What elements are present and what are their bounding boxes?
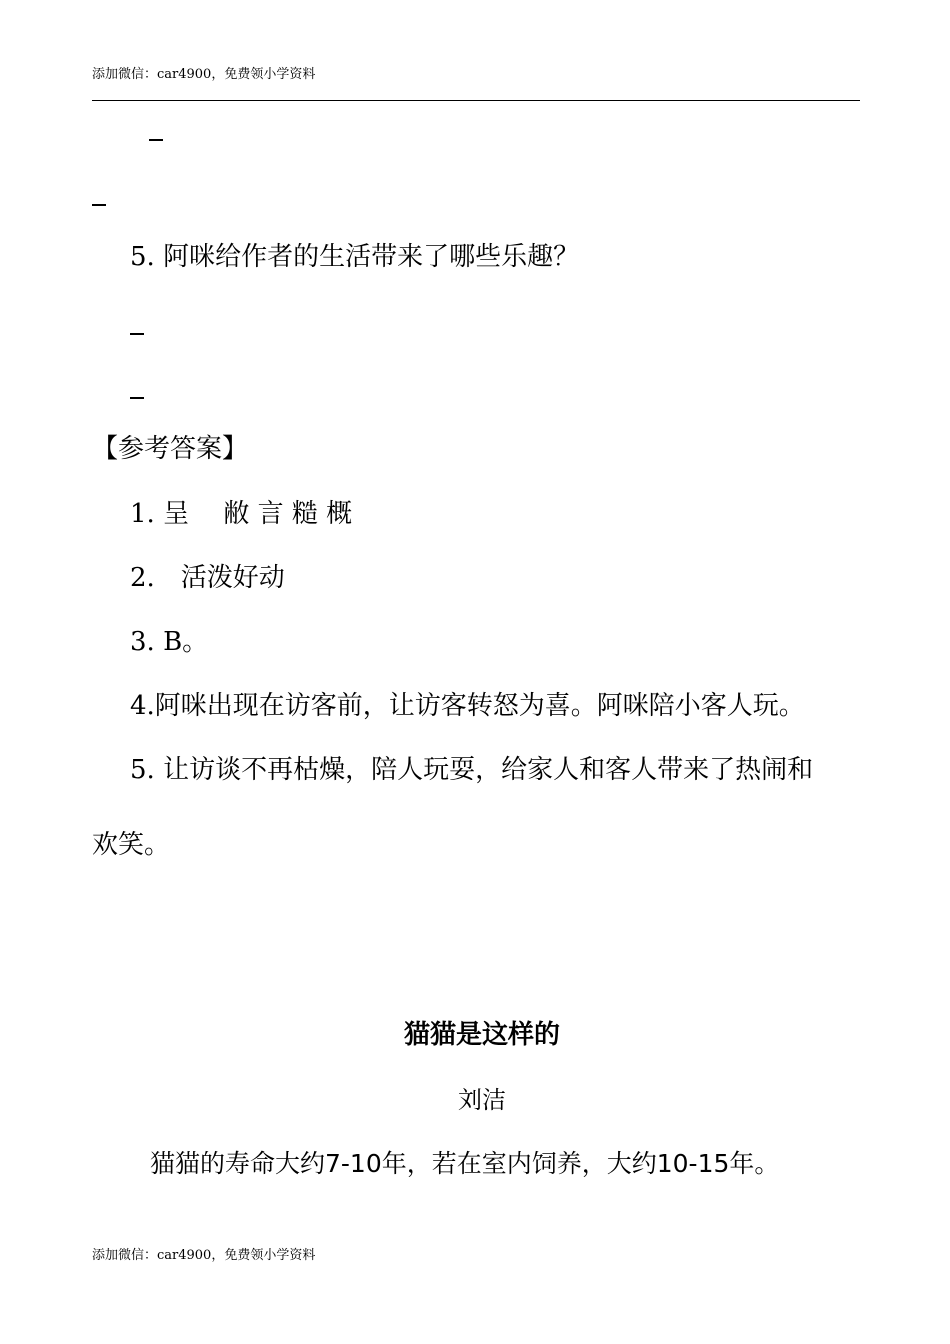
question-5: 5. 阿咪给作者的生活带来了哪些乐趣？ [130,242,580,272]
answer-5-line-2: 欢笑。 [92,830,171,860]
header-rule [92,100,860,101]
header-watermark: 添加微信：car4900，免费领小学资料 [92,67,316,82]
answer-4: 4.阿咪出现在访客前，让访客转怒为喜。阿咪陪小客人玩。 [130,691,805,721]
answer-blank-line [149,139,163,141]
article-paragraph: 猫猫的寿命大约7-10年，若在室内饲养，大约10-15年。 [150,1149,780,1178]
article-title: 猫猫是这样的 [403,1020,560,1050]
answer-blank-line [130,397,144,399]
article-author: 刘洁 [458,1086,506,1114]
answer-5-line-1: 5. 让访谈不再枯燥，陪人玩耍，给家人和客人带来了热闹和 [130,755,814,785]
answer-blank-line [130,333,144,335]
answers-heading: 【参考答案】 [92,434,249,464]
answer-blank-line [92,204,106,206]
answer-2: 2. 活泼好动 [130,563,285,593]
answer-1: 1. 呈 敝 言 糙 概 [130,499,353,529]
footer-watermark: 添加微信：car4900，免费领小学资料 [92,1248,316,1263]
answer-3: 3. B。 [130,627,209,657]
